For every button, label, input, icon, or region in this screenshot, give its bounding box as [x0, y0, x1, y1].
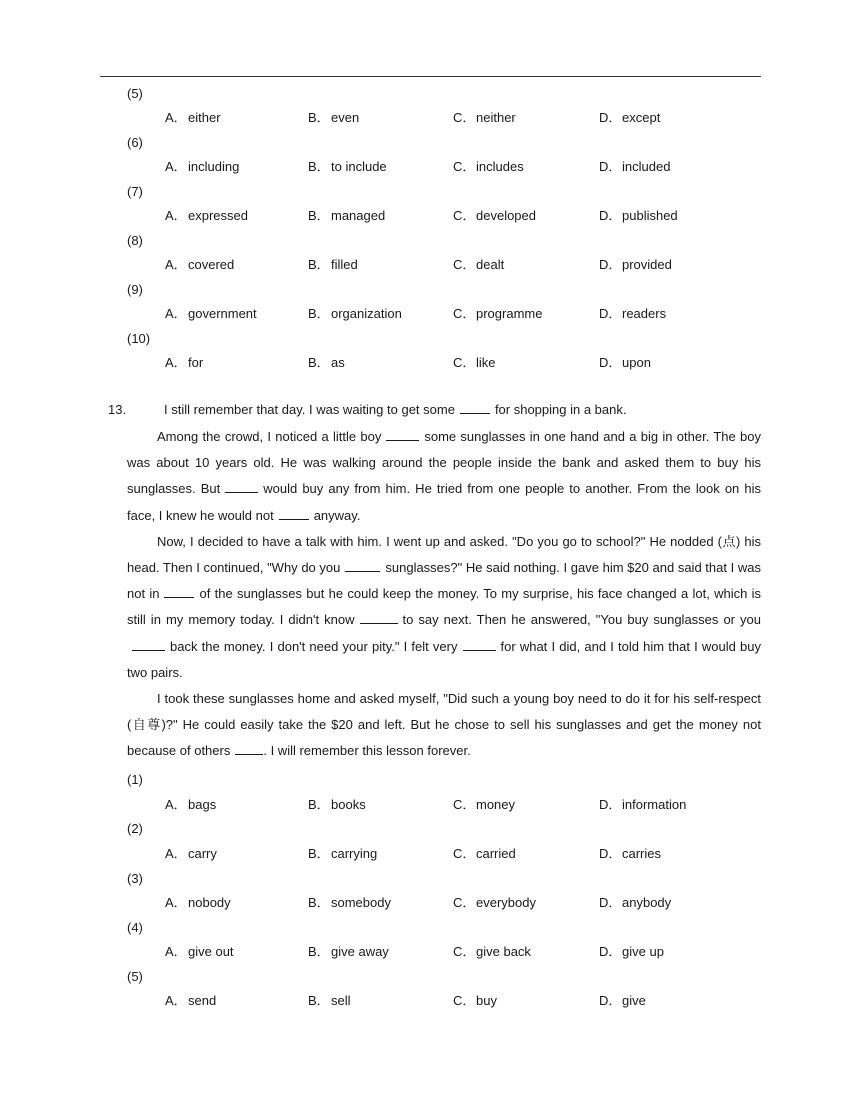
- option-d[interactable]: D．information: [599, 797, 687, 812]
- option-a[interactable]: A．covered: [165, 257, 235, 272]
- option-a[interactable]: A．either: [165, 110, 221, 125]
- option-d[interactable]: D．readers: [599, 306, 667, 321]
- header-rule: [100, 76, 761, 77]
- option-d[interactable]: D．give up: [599, 944, 664, 959]
- option-c[interactable]: C．dealt: [453, 257, 505, 272]
- option-a[interactable]: A．nobody: [165, 895, 231, 910]
- passage-paragraph: I took these sunglasses home and asked myself, "Did such a young boy need to do it for his self-respect (自尊)?" He could easily take the $20 and left. But he chose to sell his sunglasses and get the money not because of others . I will remember this lesson forever.: [127, 691, 761, 759]
- answer-blank: [235, 742, 263, 755]
- question-number: (4): [127, 920, 143, 935]
- option-b[interactable]: B．give away: [308, 944, 389, 959]
- answer-blank: [279, 507, 309, 520]
- question-number: (5): [127, 969, 143, 984]
- question-number: (2): [127, 821, 143, 836]
- question-number: (6): [127, 135, 143, 150]
- question-number: (9): [127, 282, 143, 297]
- option-c[interactable]: C．give back: [453, 944, 531, 959]
- option-b[interactable]: B．carrying: [308, 846, 378, 861]
- answer-blank: [345, 559, 380, 572]
- option-b[interactable]: B．organization: [308, 306, 402, 321]
- passage-paragraph: Among the crowd, I noticed a little boy some sunglasses in one hand and a big in other. The boy was about 10 years old. He was walking around the people inside the bank and asked them to buy his sunglasses. But would buy any from him. He tried from one people to another. From the look on his face, I knew he would not anyway.: [127, 429, 761, 523]
- question-number: (3): [127, 871, 143, 886]
- question-number: (5): [127, 86, 143, 101]
- answer-blank: [360, 611, 398, 624]
- answer-blank: [132, 638, 165, 651]
- option-a[interactable]: A．bags: [165, 797, 217, 812]
- question-number: (10): [127, 331, 151, 346]
- question-number: (1): [127, 772, 143, 787]
- option-b[interactable]: B．as: [308, 355, 345, 370]
- answer-blank: [386, 428, 419, 441]
- answer-blank: [225, 480, 258, 493]
- option-c[interactable]: C．includes: [453, 159, 524, 174]
- option-a[interactable]: A．government: [165, 306, 257, 321]
- option-c[interactable]: C．buy: [453, 993, 497, 1008]
- question-number: (7): [127, 184, 143, 199]
- answer-blank: [463, 638, 496, 651]
- passage: [127, 424, 761, 765]
- question-13-number: 13.: [108, 402, 127, 417]
- option-a[interactable]: A．send: [165, 993, 217, 1008]
- option-d[interactable]: D．carries: [599, 846, 662, 861]
- option-a[interactable]: A．expressed: [165, 208, 248, 223]
- option-c[interactable]: C．everybody: [453, 895, 536, 910]
- option-d[interactable]: D．provided: [599, 257, 672, 272]
- option-c[interactable]: C．like: [453, 355, 496, 370]
- option-d[interactable]: D．published: [599, 208, 678, 223]
- option-c[interactable]: C．neither: [453, 110, 516, 125]
- option-c[interactable]: C．carried: [453, 846, 516, 861]
- option-a[interactable]: A．carry: [165, 846, 217, 861]
- option-d[interactable]: D．anybody: [599, 895, 672, 910]
- option-d[interactable]: D．included: [599, 159, 671, 174]
- option-b[interactable]: B．filled: [308, 257, 358, 272]
- option-b[interactable]: B．to include: [308, 159, 387, 174]
- option-c[interactable]: C．developed: [453, 208, 536, 223]
- question-13-stem: I still remember that day. I was waiting to get some for shopping in a bank.: [164, 402, 627, 417]
- answer-blank: [460, 401, 490, 414]
- option-a[interactable]: A．for: [165, 355, 204, 370]
- option-a[interactable]: A．give out: [165, 944, 234, 959]
- option-b[interactable]: B．even: [308, 110, 360, 125]
- option-d[interactable]: D．upon: [599, 355, 651, 370]
- option-d[interactable]: D．give: [599, 993, 646, 1008]
- option-b[interactable]: B．somebody: [308, 895, 391, 910]
- option-b[interactable]: B．sell: [308, 993, 351, 1008]
- option-d[interactable]: D．except: [599, 110, 661, 125]
- question-number: (8): [127, 233, 143, 248]
- option-c[interactable]: C．programme: [453, 306, 543, 321]
- option-a[interactable]: A．including: [165, 159, 240, 174]
- passage-paragraph: Now, I decided to have a talk with him. I went up and asked. "Do you go to school?" He nodded (点) his head. Then I continued, "Why do you sunglasses?" He said nothing. I gave him $20 and said that I was not in of the sunglasses but he could keep the money. To my surprise, his face changed a lot, which is still in my memory today. I didn't know to say next. Then he answered, "You buy sunglasses or youback the money. I don't need your pity." I felt very for what I did, and I told him that I would buy two pairs.: [127, 533, 761, 680]
- option-c[interactable]: C．money: [453, 797, 516, 812]
- option-b[interactable]: B．managed: [308, 208, 386, 223]
- answer-blank: [164, 585, 194, 598]
- option-b[interactable]: B．books: [308, 797, 366, 812]
